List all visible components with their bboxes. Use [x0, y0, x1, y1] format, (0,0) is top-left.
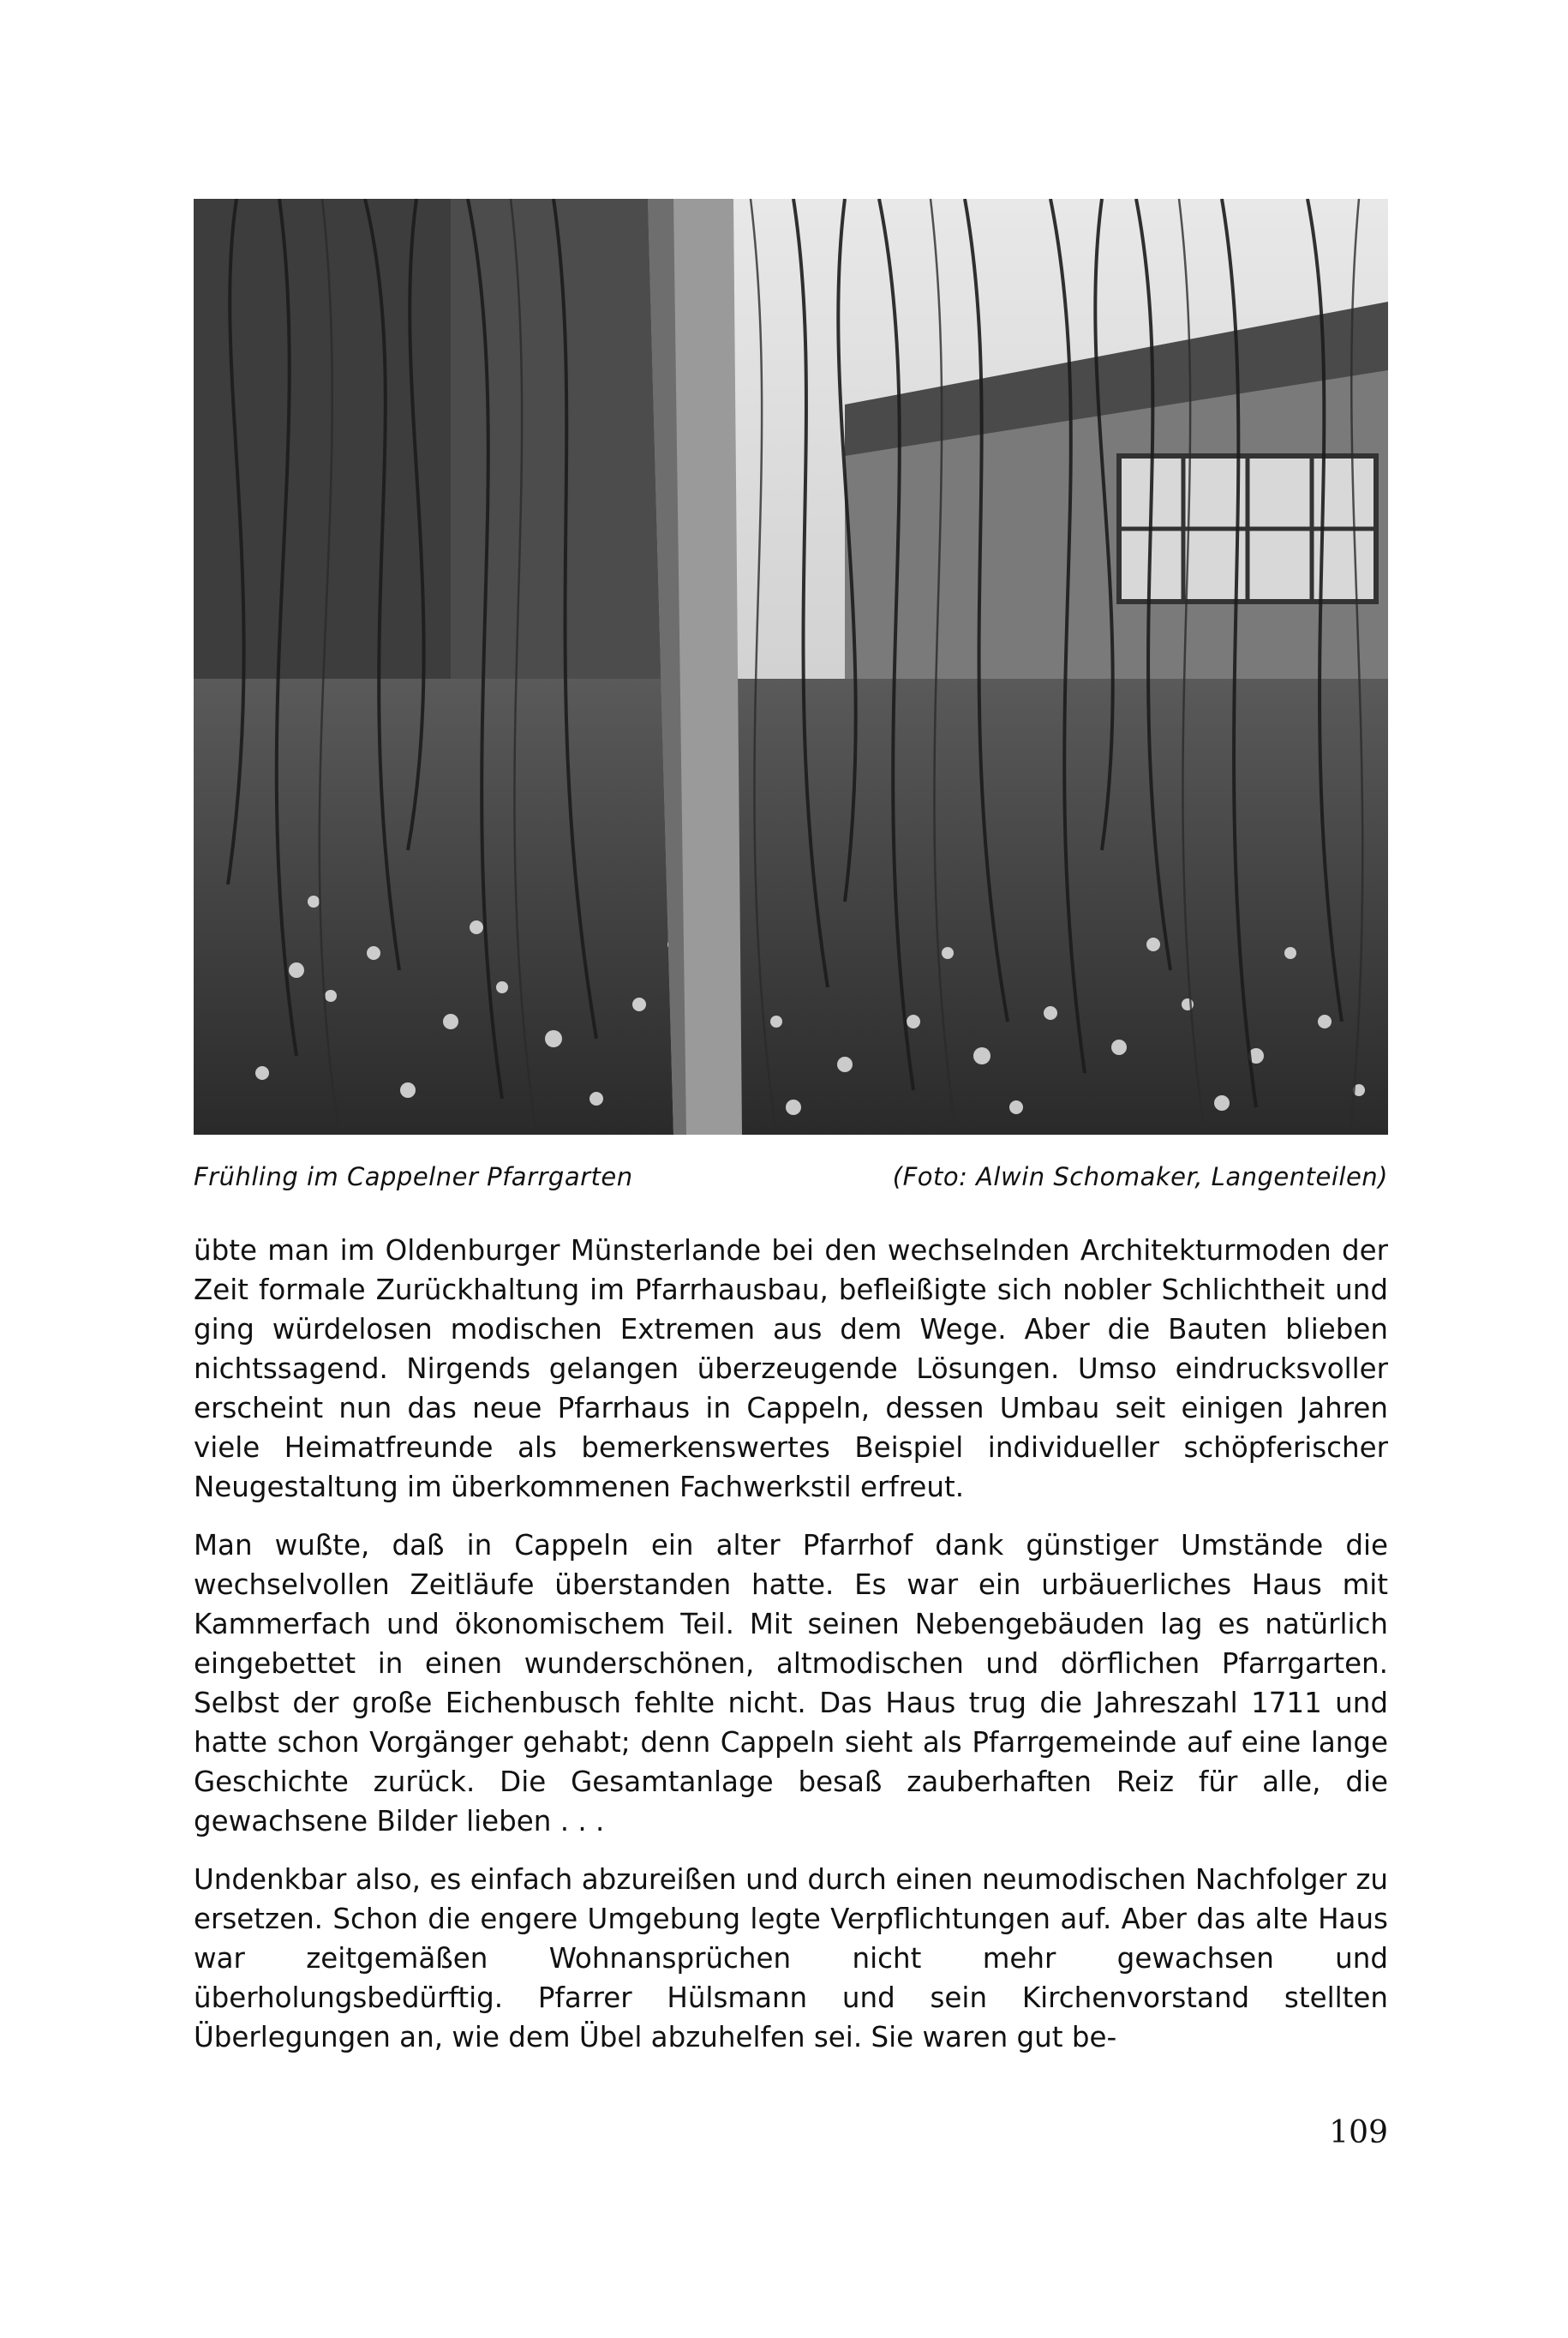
body-text — [194, 1231, 1388, 2076]
caption-title: Frühling im Cappelner Pfarrgarten — [194, 1162, 633, 1191]
photo-caption — [194, 1162, 1388, 1200]
paragraph-1: übte man im Oldenburger Münsterlande bei den wechselnden Architekturmoden der Zeit formale Zurückhaltung im Pfarrhausbau, befleißigte sich nobler Schlichtheit und ging würdelosen modischen Extremen aus dem Wege. Aber die Bauten blieben nichtssagend. Nirgends gelangen überzeugende Lösungen. Umso eindrucksvoller erscheint nun das neue Pfarrhaus in Cappeln, dessen Umbau seit einigen Jahren viele Heimatfreunde als bemerkenswertes Beispiel individueller schöpferischer Neugestaltung im überkommenen Fachwerkstil erfreut. — [194, 1234, 1388, 1503]
caption-credit: (Foto: Alwin Schomaker, Langenteilen) — [892, 1162, 1388, 1191]
page-number: 109 — [1329, 2115, 1388, 2150]
garden-photo — [194, 199, 1388, 1135]
paragraph-3: Undenkbar also, es einfach abzureißen und durch einen neumodischen Nachfolger zu ersetzen. Schon die engere Umgebung legte Verpflichtungen auf. Aber das alte Haus war zeitgemäßen Wohnansprüchen nicht mehr gewachsen und überholungsbedürftig. Pfarrer Hülsmann und sein Kirchenvorstand stellten Überlegungen an, wie dem Übel abzuhelfen sei. Sie waren gut be- — [194, 1863, 1388, 2053]
paragraph-2: Man wußte, daß in Cappeln ein alter Pfarrhof dank günstiger Umstände die wechselvollen Zeitläufe überstanden hatte. Es war ein urbäuerliches Haus mit Kammerfach und ökonomischem Teil. Mit seinen Nebengebäuden lag es natürlich eingebettet in einen wunderschönen, altmodischen und dörflichen Pfarrgarten. Selbst der große Eichenbusch fehlte nicht. Das Haus trug die Jahreszahl 1711 und hatte schon Vorgänger gehabt; denn Cappeln sieht als Pfarrgemeinde auf eine lange Geschichte zurück. Die Gesamtanlage besaß zauberhaften Reiz für alle, die gewachsene Bilder lieben . . . — [194, 1529, 1388, 1837]
